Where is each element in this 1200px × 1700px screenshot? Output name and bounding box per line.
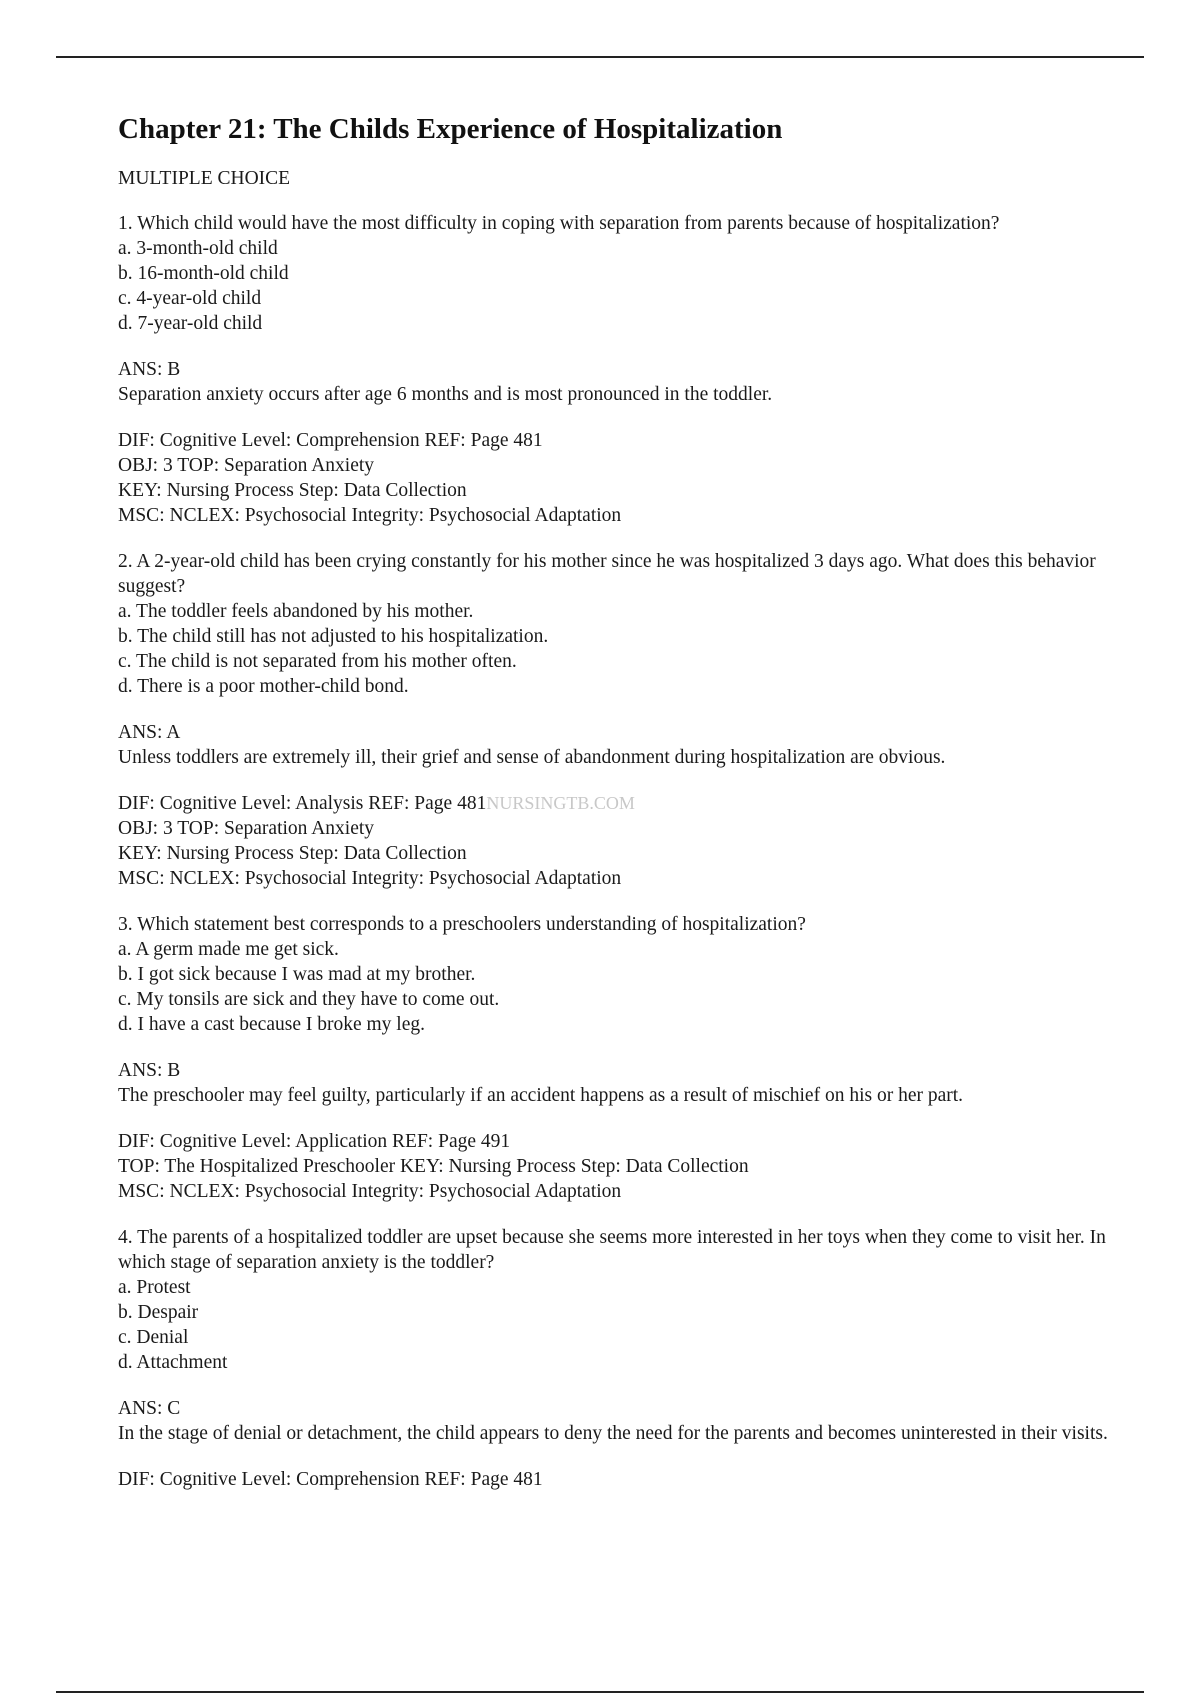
answer-key: ANS: C <box>118 1398 181 1419</box>
metadata-block-2 <box>118 791 1118 891</box>
meta-top-key: TOP: The Hospitalized Preschooler KEY: Nursing Process Step: Data Collection <box>118 1156 749 1177</box>
meta-dif <box>118 791 1118 816</box>
option-d: d. There is a poor mother-child bond. <box>118 676 409 697</box>
rationale: Unless toddlers are extremely ill, their grief and sense of abandonment during hospitalization are obvious. <box>118 747 946 768</box>
document-body <box>118 110 1118 1513</box>
meta-msc: MSC: NCLEX: Psychosocial Integrity: Psychosocial Adaptation <box>118 505 622 526</box>
answer-block-1 <box>118 357 1118 407</box>
option-d: d. 7-year-old child <box>118 313 263 334</box>
answer-options <box>118 1275 1118 1375</box>
option-c: c. Denial <box>118 1327 189 1348</box>
answer-key: ANS: A <box>118 722 181 743</box>
rationale: The preschooler may feel guilty, particularly if an accident happens as a result of mischief on his or her part. <box>118 1085 964 1106</box>
metadata-block-4 <box>118 1467 1118 1492</box>
option-b: b. I got sick because I was mad at my brother. <box>118 964 476 985</box>
question-stem: 4. The parents of a hospitalized toddler are upset because she seems more interested in her toys when they come to visit her. In which stage of separation anxiety is the toddler? <box>118 1227 1106 1273</box>
option-d: d. Attachment <box>118 1352 228 1373</box>
answer-options <box>118 937 1118 1037</box>
meta-msc: MSC: NCLEX: Psychosocial Integrity: Psychosocial Adaptation <box>118 868 622 889</box>
question-3 <box>118 912 1118 1037</box>
option-c: c. The child is not separated from his mother often. <box>118 651 517 672</box>
answer-key: ANS: B <box>118 1060 181 1081</box>
option-c: c. 4-year-old child <box>118 288 262 309</box>
meta-obj: OBJ: 3 TOP: Separation Anxiety <box>118 818 375 839</box>
question-1 <box>118 211 1118 336</box>
meta-dif: DIF: Cognitive Level: Comprehension REF: Page 481 <box>118 430 543 451</box>
option-b: b. The child still has not adjusted to his hospitalization. <box>118 626 549 647</box>
question-stem: 1. Which child would have the most difficulty in coping with separation from parents because of hospitalization? <box>118 213 1000 234</box>
bottom-rule <box>56 1691 1144 1693</box>
section-label: MULTIPLE CHOICE <box>118 168 291 189</box>
meta-dif: DIF: Cognitive Level: Application REF: Page 491 <box>118 1131 511 1152</box>
question-stem: 3. Which statement best corresponds to a preschoolers understanding of hospitalization? <box>118 914 806 935</box>
answer-block-2 <box>118 720 1118 770</box>
answer-options <box>118 599 1118 699</box>
answer-block-4 <box>118 1396 1118 1446</box>
option-b: b. Despair <box>118 1302 199 1323</box>
meta-obj: OBJ: 3 TOP: Separation Anxiety <box>118 455 375 476</box>
option-a: a. A germ made me get sick. <box>118 939 339 960</box>
option-c: c. My tonsils are sick and they have to come out. <box>118 989 500 1010</box>
meta-dif: DIF: Cognitive Level: Comprehension REF: Page 481 <box>118 1469 543 1490</box>
option-a: a. Protest <box>118 1277 191 1298</box>
option-a: a. 3-month-old child <box>118 238 278 259</box>
meta-key: KEY: Nursing Process Step: Data Collection <box>118 480 467 501</box>
top-rule <box>56 56 1144 58</box>
option-a: a. The toddler feels abandoned by his mother. <box>118 601 474 622</box>
meta-dif-text: DIF: Cognitive Level: Analysis REF: Page 481 <box>118 793 487 814</box>
question-2 <box>118 549 1118 699</box>
metadata-block-3 <box>118 1129 1118 1204</box>
meta-key: KEY: Nursing Process Step: Data Collection <box>118 843 467 864</box>
answer-options <box>118 236 1118 336</box>
question-4 <box>118 1225 1118 1375</box>
answer-key: ANS: B <box>118 359 181 380</box>
rationale: Separation anxiety occurs after age 6 months and is most pronounced in the toddler. <box>118 384 773 405</box>
meta-msc: MSC: NCLEX: Psychosocial Integrity: Psychosocial Adaptation <box>118 1181 622 1202</box>
answer-block-3 <box>118 1058 1118 1108</box>
option-d: d. I have a cast because I broke my leg. <box>118 1014 425 1035</box>
question-stem: 2. A 2-year-old child has been crying constantly for his mother since he was hospitalized 3 days ago. What does this behavior suggest? <box>118 551 1096 597</box>
option-b: b. 16-month-old child <box>118 263 289 284</box>
metadata-block-1 <box>118 428 1118 528</box>
watermark-text: NURSINGTB.COM <box>486 793 635 813</box>
chapter-title: Chapter 21: The Childs Experience of Hospitalization <box>118 113 783 145</box>
rationale: In the stage of denial or detachment, the child appears to deny the need for the parents and becomes uninterested in their visits. <box>118 1423 1108 1444</box>
